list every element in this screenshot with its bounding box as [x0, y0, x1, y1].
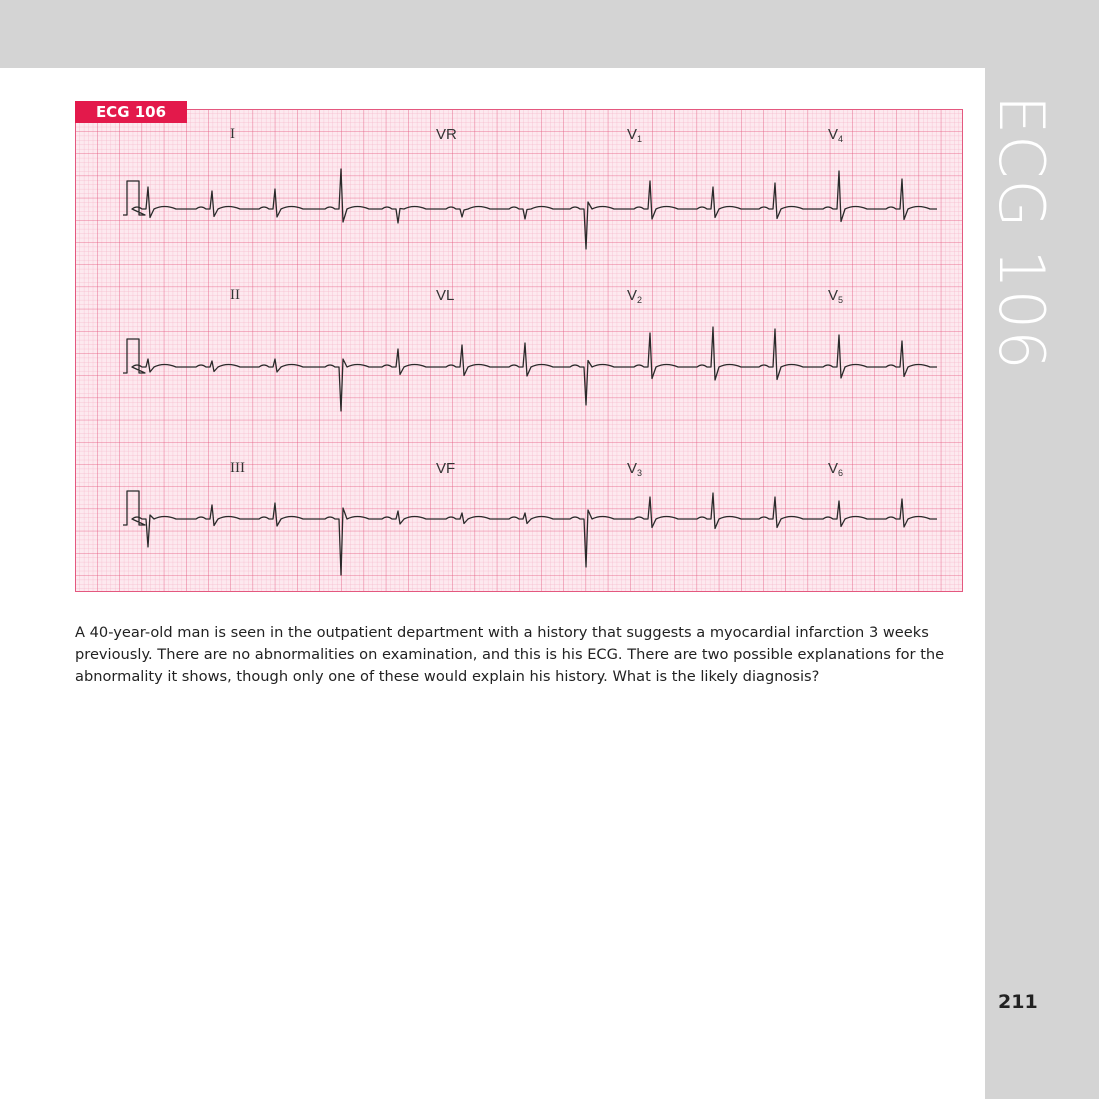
ecg-number-tag: ECG 106	[75, 101, 187, 123]
lead-label: VF	[436, 460, 456, 477]
lead-label: $V_4$	[828, 126, 844, 144]
lead-label: I	[230, 126, 235, 142]
case-question: A 40-year-old man is seen in the outpatient department with a history that suggests a myocardial infarction 3 weeks previously. There are no abnormalities on examination, and this is his ECG. There are two possible explanations for the abnormality it shows, though only one of these would explain his history. What is the likely diagnosis?	[75, 624, 945, 685]
page-number: 211	[998, 991, 1038, 1013]
lead-label: $V_5$	[828, 287, 844, 305]
lead-label: VR	[436, 126, 457, 143]
lead-label: $V_1$	[627, 126, 643, 144]
lead-label: $V_2$	[627, 287, 643, 305]
lead-label: II	[230, 287, 240, 303]
lead-label: III	[230, 460, 245, 476]
lead-label: $V_6$	[828, 460, 844, 478]
side-title: ECG 106	[985, 95, 1058, 371]
lead-label: $V_3$	[627, 460, 643, 478]
top-band	[0, 0, 1099, 68]
ecg-strip	[75, 109, 963, 592]
lead-label: VL	[436, 287, 455, 304]
